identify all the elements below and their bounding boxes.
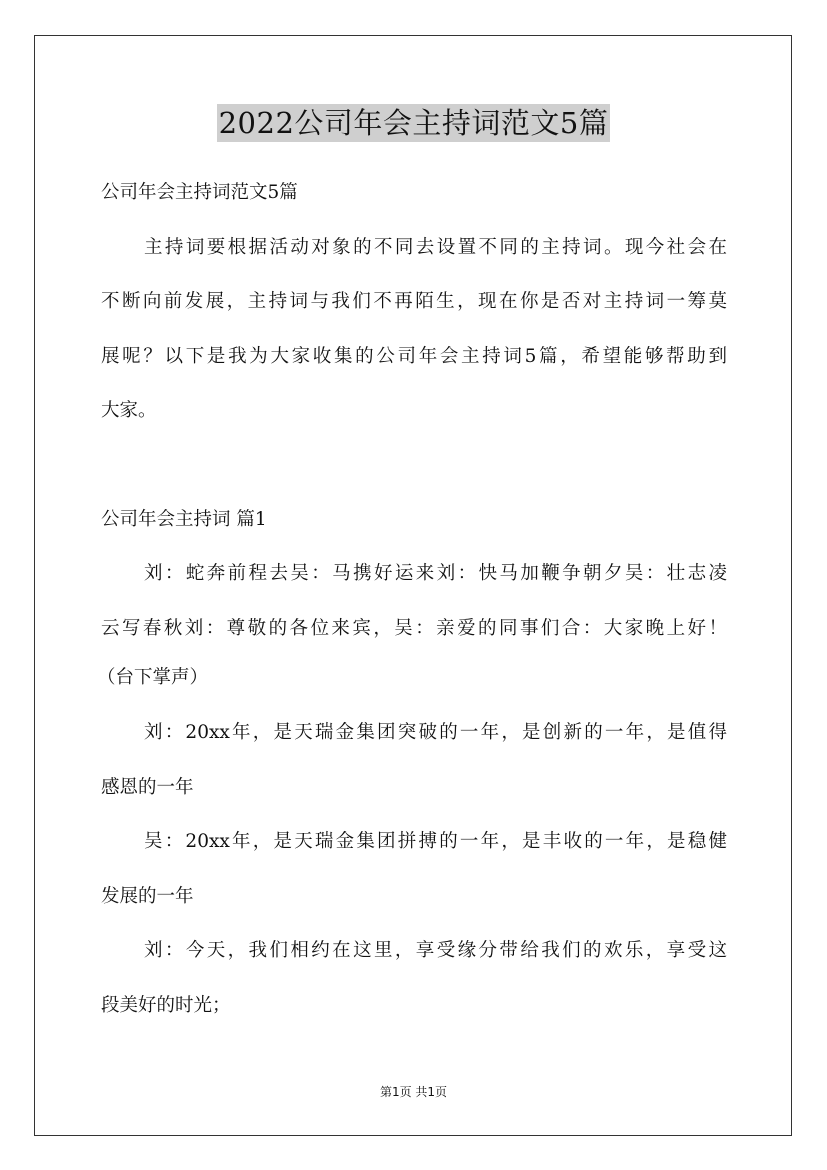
- para4-line-2: 段美好的时光；: [101, 995, 231, 1016]
- document-title-wrap: [0, 104, 827, 142]
- intro-line-2: 不断向前发展，主持词与我们不再陌生，现在你是否对主持词一筹莫: [101, 291, 727, 312]
- para3-line-1: 吴：20xx年，是天瑞金集团拼搏的一年，是丰收的一年，是稳健: [144, 831, 727, 852]
- section-heading: 公司年会主持词 篇1: [101, 509, 267, 530]
- para1-line-1: 刘：蛇奔前程去吴：马携好运来刘：快马加鞭争朝夕吴：壮志凌: [144, 563, 727, 584]
- para4-line-1: 刘：今天，我们相约在这里，享受缘分带给我们的欢乐，享受这: [144, 940, 727, 961]
- para1-line-3: （台下掌声）: [97, 667, 209, 688]
- intro-line-1: 主持词要根据活动对象的不同去设置不同的主持词。现今社会在: [144, 237, 727, 258]
- para2-line-2: 感恩的一年: [101, 777, 194, 798]
- intro-line-4: 大家。: [101, 400, 157, 421]
- page-footer: 第1页 共1页: [379, 1085, 448, 1099]
- document-subtitle: 公司年会主持词范文5篇: [101, 182, 298, 203]
- intro-line-3: 展呢？以下是我为大家收集的公司年会主持词5篇，希望能够帮助到: [101, 346, 727, 367]
- document-title: 2022公司年会主持词范文5篇: [218, 106, 609, 140]
- para2-line-1: 刘：20xx年，是天瑞金集团突破的一年，是创新的一年，是值得: [144, 722, 727, 743]
- para1-line-2: 云写春秋刘：尊敬的各位来宾，吴：亲爱的同事们合：大家晚上好！: [101, 618, 727, 639]
- para3-line-2: 发展的一年: [101, 886, 194, 907]
